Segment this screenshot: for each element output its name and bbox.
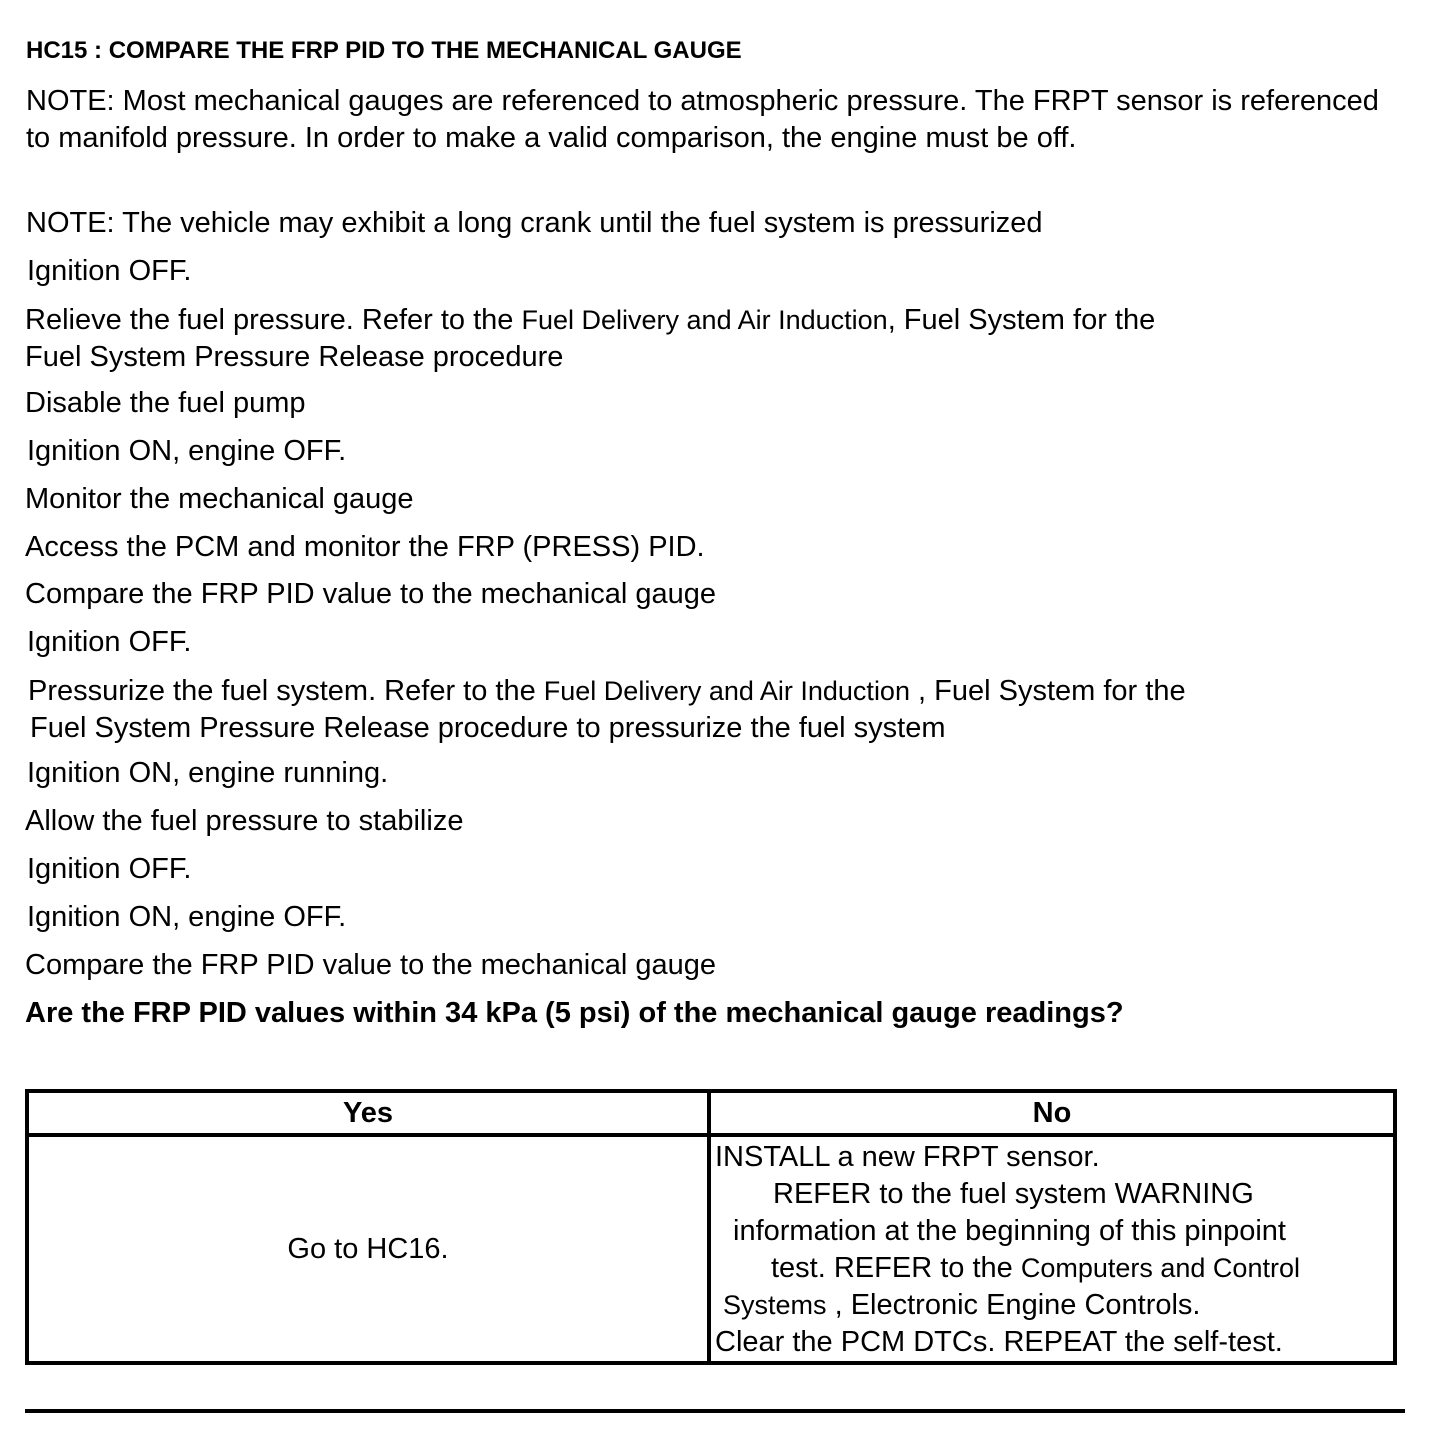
manual-reference: Systems bbox=[723, 1290, 827, 1320]
no-action-line: Clear the PCM DTCs. REPEAT the self-test. bbox=[715, 1326, 1283, 1358]
step-monitor-gauge: Monitor the mechanical gauge bbox=[25, 483, 414, 515]
step-ignition-off-1: Ignition OFF. bbox=[27, 255, 192, 287]
step-text: , Fuel System for the bbox=[887, 304, 1156, 336]
no-action bbox=[709, 1135, 1395, 1363]
manual-reference: Computers and Control bbox=[1020, 1253, 1300, 1283]
page-title: HC15 : COMPARE THE FRP PID TO THE MECHANICAL GAUGE bbox=[26, 37, 742, 64]
step-text: Pressurize the fuel system. Refer to the bbox=[28, 675, 536, 707]
manual-reference: Fuel Delivery and Air Induction bbox=[543, 676, 910, 706]
page-divider bbox=[25, 1409, 1405, 1413]
step-disable-fuel-pump: Disable the fuel pump bbox=[25, 387, 306, 419]
step-pressurize-fuel-system-cont: Fuel System Pressure Release procedure to pressurize the fuel system bbox=[30, 712, 946, 744]
yes-action: Go to HC16. bbox=[27, 1135, 709, 1363]
note-manifold-pressure: NOTE: Most mechanical gauges are referenced to atmospheric pressure. The FRPT sensor is referenced to manifold pressure. In order to make a valid comparison, the engine must be off. bbox=[26, 85, 1379, 154]
no-action-text: test. REFER to the bbox=[771, 1252, 1013, 1284]
no-action-line: information at the beginning of this pinpoint bbox=[733, 1215, 1286, 1247]
step-compare-frp-1: Compare the FRP PID value to the mechanical gauge bbox=[25, 578, 717, 610]
step-ignition-on-engine-running: Ignition ON, engine running. bbox=[27, 757, 389, 789]
step-ignition-off-3: Ignition OFF. bbox=[27, 853, 192, 885]
step-ignition-off-2: Ignition OFF. bbox=[27, 626, 192, 658]
no-header: No bbox=[709, 1091, 1395, 1135]
note-long-crank: NOTE: The vehicle may exhibit a long crank until the fuel system is pressurized bbox=[26, 207, 1043, 239]
no-action-line bbox=[715, 1250, 1389, 1287]
step-pressurize-fuel-system bbox=[28, 673, 1186, 710]
manual-reference: Fuel Delivery and Air Induction bbox=[521, 305, 888, 335]
no-action-line: INSTALL a new FRPT sensor. bbox=[715, 1141, 1100, 1173]
step-allow-stabilize: Allow the fuel pressure to stabilize bbox=[25, 805, 464, 837]
step-access-pcm: Access the PCM and monitor the FRP (PRESS) PID. bbox=[25, 531, 705, 563]
step-text: , Fuel System for the bbox=[918, 675, 1186, 707]
step-ignition-on-engine-off-1: Ignition ON, engine OFF. bbox=[27, 435, 347, 467]
question: Are the FRP PID values within 34 kPa (5 psi) of the mechanical gauge readings? bbox=[25, 997, 1124, 1029]
result-table bbox=[25, 1089, 1397, 1365]
step-relieve-fuel-pressure bbox=[25, 302, 1155, 339]
no-action-line bbox=[715, 1287, 1389, 1324]
no-action-text: , Electronic Engine Controls. bbox=[834, 1289, 1201, 1321]
yes-header: Yes bbox=[27, 1091, 709, 1135]
step-ignition-on-engine-off-2: Ignition ON, engine OFF. bbox=[27, 901, 347, 933]
step-text: Relieve the fuel pressure. Refer to the bbox=[25, 304, 514, 336]
step-compare-frp-2: Compare the FRP PID value to the mechanical gauge bbox=[25, 949, 717, 981]
no-action-line: REFER to the fuel system WARNING bbox=[773, 1178, 1254, 1210]
step-relieve-fuel-pressure-cont: Fuel System Pressure Release procedure bbox=[25, 341, 564, 373]
